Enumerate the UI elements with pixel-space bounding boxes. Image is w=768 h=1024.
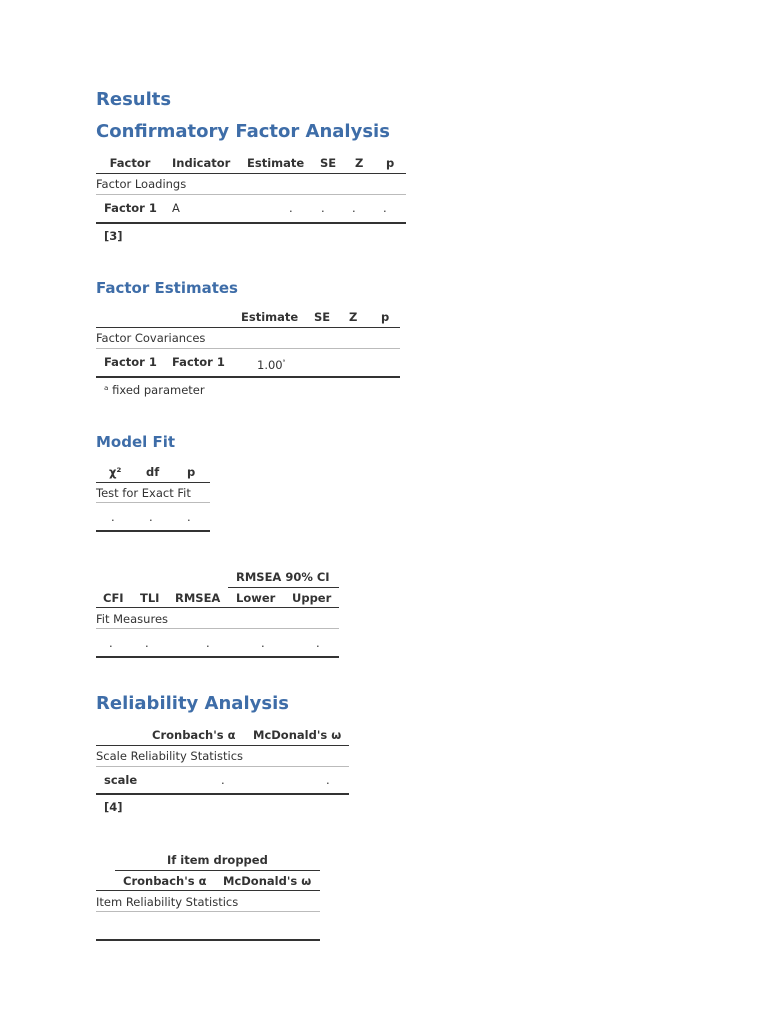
row-lower: .	[261, 636, 265, 650]
th-indicator: Indicator	[172, 156, 231, 170]
th-upper: Upper	[292, 591, 332, 605]
row-factor-b: Factor 1	[172, 355, 225, 369]
row-omega: .	[326, 773, 330, 787]
row-factor: Factor 1	[104, 201, 157, 215]
th-se: SE	[320, 156, 337, 170]
section-label: Fit Measures	[96, 612, 169, 626]
header-rule	[96, 327, 400, 328]
th-df: df	[146, 465, 160, 479]
row-cfi: .	[109, 636, 113, 650]
reliability-heading: Reliability Analysis	[96, 693, 289, 714]
results-heading: Results	[96, 89, 172, 110]
row-p: .	[187, 510, 191, 524]
th-estimate: Estimate	[247, 156, 305, 170]
footnote-ref: [3]	[104, 229, 123, 243]
section-label: Item Reliability Statistics	[96, 895, 239, 909]
th-mcdonald-omega: McDonald's ω	[223, 874, 312, 888]
row-label: scale	[104, 773, 138, 787]
section-rule	[96, 348, 400, 349]
super-header-rule	[228, 587, 339, 588]
th-p: p	[187, 465, 196, 479]
section-rule	[96, 911, 320, 912]
row-alpha: .	[221, 773, 225, 787]
row-estimate: $1.00^ᵃ$	[257, 357, 286, 372]
th-p: p	[381, 310, 390, 324]
row-tli: .	[145, 636, 149, 650]
th-se: SE	[314, 310, 331, 324]
th-factor: Factor	[109, 156, 151, 170]
super-header-rule	[115, 870, 320, 871]
th-p: p	[386, 156, 395, 170]
section-label: Factor Loadings	[96, 177, 187, 191]
estimate-superscript: ᵃ	[282, 358, 286, 366]
th-rmsea-ci: RMSEA 90% CI	[236, 570, 330, 584]
row-df: .	[149, 510, 153, 524]
th-chi-square: χ²	[109, 465, 122, 479]
model-fit-heading: Model Fit	[96, 433, 176, 451]
th-if-item-dropped: If item dropped	[167, 853, 268, 867]
row-upper: .	[316, 636, 320, 650]
row-chi-square: .	[111, 510, 115, 524]
fixed-parameter-footnote: ᵃ fixed parameter	[104, 383, 205, 397]
th-z: Z	[349, 310, 358, 324]
row-p: .	[383, 201, 387, 215]
table-bottom-rule	[96, 530, 210, 532]
row-estimate: .	[289, 201, 293, 215]
row-factor-a: Factor 1	[104, 355, 157, 369]
section-rule	[96, 766, 349, 767]
row-rmsea: .	[206, 636, 210, 650]
table-bottom-rule	[96, 222, 406, 224]
th-mcdonald-omega: McDonald's ω	[253, 728, 342, 742]
table-bottom-rule	[96, 939, 320, 941]
table-bottom-rule	[96, 376, 400, 378]
section-rule	[96, 502, 210, 503]
th-z: Z	[355, 156, 364, 170]
footnote-ref: [4]	[104, 800, 123, 814]
th-cronbach-alpha: Cronbach's α	[152, 728, 236, 742]
header-rule	[96, 482, 210, 483]
header-rule	[96, 173, 406, 174]
header-rule	[96, 890, 320, 891]
table-bottom-rule	[96, 793, 349, 795]
section-rule	[96, 194, 406, 195]
th-rmsea: RMSEA	[175, 591, 221, 605]
factor-estimates-heading: Factor Estimates	[96, 279, 238, 297]
section-label: Test for Exact Fit	[96, 486, 191, 500]
th-cfi: CFI	[103, 591, 124, 605]
section-label: Scale Reliability Statistics	[96, 749, 244, 763]
cfa-heading: Confirmatory Factor Analysis	[96, 121, 390, 142]
th-tli: TLI	[140, 591, 160, 605]
table-bottom-rule	[96, 656, 339, 658]
header-rule	[96, 607, 339, 608]
row-z: .	[352, 201, 356, 215]
th-cronbach-alpha: Cronbach's α	[123, 874, 207, 888]
row-se: .	[321, 201, 325, 215]
section-rule	[96, 628, 339, 629]
row-indicator: A	[172, 201, 180, 215]
th-estimate: Estimate	[241, 310, 299, 324]
th-lower: Lower	[236, 591, 276, 605]
section-label: Factor Covariances	[96, 331, 206, 345]
header-rule	[96, 745, 349, 746]
